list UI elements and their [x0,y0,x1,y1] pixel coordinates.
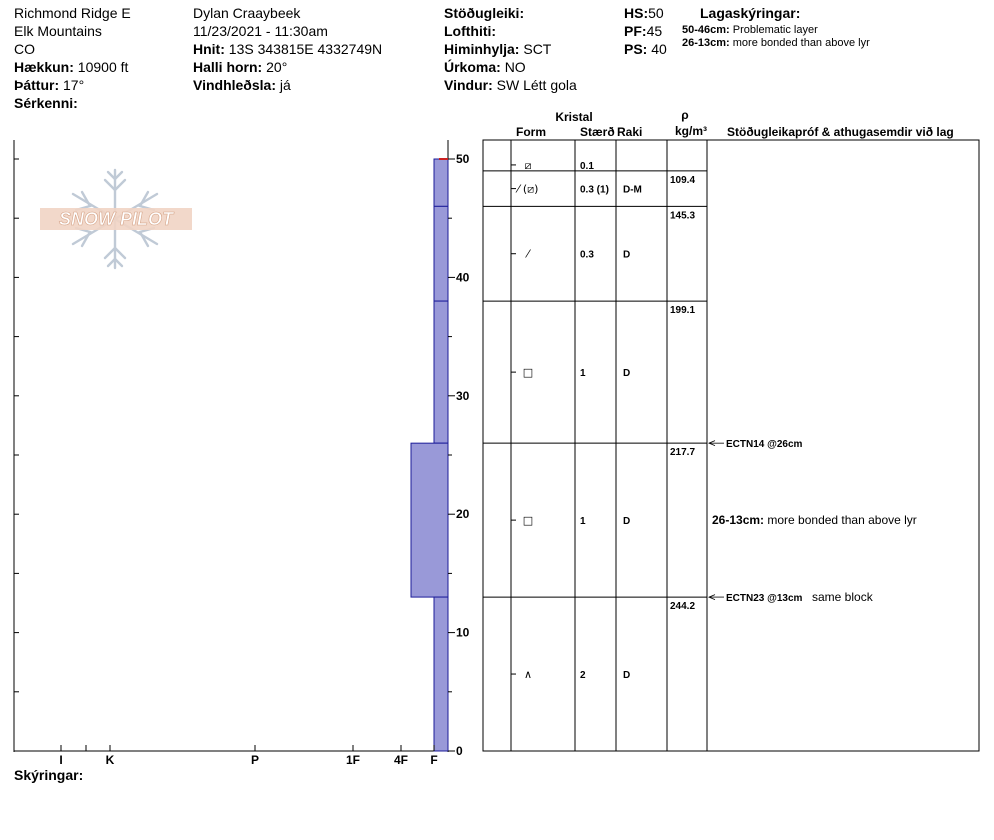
slope-value: 20° [266,59,288,75]
ps-label: PS: [624,41,648,57]
hardness-tick-label: 4F [393,753,409,767]
crystal-form: □ [522,366,534,380]
depth-tick-label: 50 [456,152,470,166]
hardness-tick-label: I [59,753,63,767]
aspect-value: 17° [63,77,85,93]
wind-label: Vindur: [444,77,493,93]
features-label: Sérkenni: [14,95,78,111]
wind-value: SW Létt gola [496,77,577,93]
wind-loading-value: já [279,77,291,93]
left-minor-ticks [14,159,19,751]
mountain-range: Elk Mountains [14,23,102,39]
layer-note-text: more bonded than above lyr [732,37,870,49]
density-values [670,175,695,612]
stability-test-comment: same block [812,590,873,605]
layer-note-range: 50-46cm: [682,24,730,36]
precip-value: NO [504,59,526,75]
depth-tick-label: 40 [456,270,470,285]
density-unit-header: kg/m³ [675,124,708,138]
elevation-value: 10900 ft [77,59,129,75]
hs-value: 50 [648,5,664,21]
elevation-label: Hækkun: [14,59,74,75]
aspect-label: Þáttur: [14,77,60,93]
hardness-profile [411,159,448,751]
crystal-form: ⧄ [524,158,532,172]
location-name: Richmond Ridge E [14,5,131,21]
hardness-bar [434,301,448,443]
sky-label: Himinhylja: [444,41,520,57]
hardness-bar [434,597,448,751]
coords-label: Hnit: [193,41,225,57]
layer-note-text: Problematic layer [732,24,818,36]
crystal-form: ⁄ [527,247,529,261]
moisture: D [623,670,631,682]
hs-label: HS: [624,5,649,21]
hardness-tick-label: P [250,753,260,767]
precip-label: Úrkoma: [444,59,501,75]
hardness-tick-label: K [105,753,115,767]
stability-tests [709,439,917,604]
layer-comment-range: 26-13cm: [712,513,768,528]
layer-comment [712,513,917,527]
moisture: D [623,368,631,380]
hardness-bar [434,206,448,301]
crystal-size: 2 [580,670,586,682]
tests-header: Stöðugleikapróf & athugasemdir við lag [727,125,954,139]
layer-note-range: 26-13cm: [682,37,730,49]
depth-tick-label: 10 [456,625,470,640]
depth-tick-label: 20 [456,507,470,522]
depth-tick-label: 0 [456,744,463,758]
kristal-header: Kristal [555,110,593,124]
ps-value: 40 [651,41,667,57]
moisture: D [623,249,631,261]
size-header: Stærð [580,125,615,139]
notes-label: Skýringar: [14,767,84,783]
crystal-size: 0.3 (1) [580,184,609,196]
density-value: 199.1 [670,305,696,317]
crystal-form: ∧ [523,668,533,682]
air-temp-label: Lofthiti: [444,23,497,39]
crystal-size: 0.3 [580,249,594,261]
logo-text: SNOW PILOT [59,209,173,229]
crystal-form: ⁄ (⧄) [517,182,539,196]
moisture-header: Raki [617,125,643,139]
layer-comment-text: more bonded than above lyr [767,513,917,528]
density-value: 217.7 [670,447,696,459]
hardness-tick-label: F [430,753,438,767]
depth-axis [448,152,470,758]
crystal-size: 0.1 [580,160,594,172]
stability-test-label: ECTN14 @26cm [726,439,803,451]
crystal-form: □ [522,514,534,528]
hardness-tick-label: 1F [345,753,361,767]
coords-value: 13S 343815E 4332749N [228,41,383,57]
pf-label: PF: [624,23,647,39]
hardness-bar [411,443,448,597]
slope-label: Halli horn: [193,59,263,75]
rho-header: ρ [681,108,689,122]
crystal-size: 1 [580,368,586,380]
layer-notes-label: Lagaskýringar: [700,5,801,21]
moisture: D [623,516,631,528]
state: CO [14,41,35,57]
pf-value: 45 [646,23,663,39]
hardness-axis [59,745,437,767]
moisture: D-M [623,184,642,196]
stability-test-label: ECTN23 @13cm [726,593,803,605]
sky-value: SCT [523,41,552,57]
depth-tick-label: 30 [456,388,470,403]
snowpilot-logo [40,170,192,268]
form-header: Form [516,125,546,139]
density-value: 244.2 [670,601,696,613]
hardness-bar [434,159,448,206]
density-value: 109.4 [670,174,696,186]
wind-loading-label: Vindhleðsla: [193,77,276,93]
crystal-size: 1 [580,516,586,528]
observer: Dylan Craaybeek [193,5,301,21]
stability-label: Stöðugleiki: [444,5,525,21]
datetime: 11/23/2021 - 11:30am [193,23,328,39]
density-value: 145.3 [670,210,696,222]
